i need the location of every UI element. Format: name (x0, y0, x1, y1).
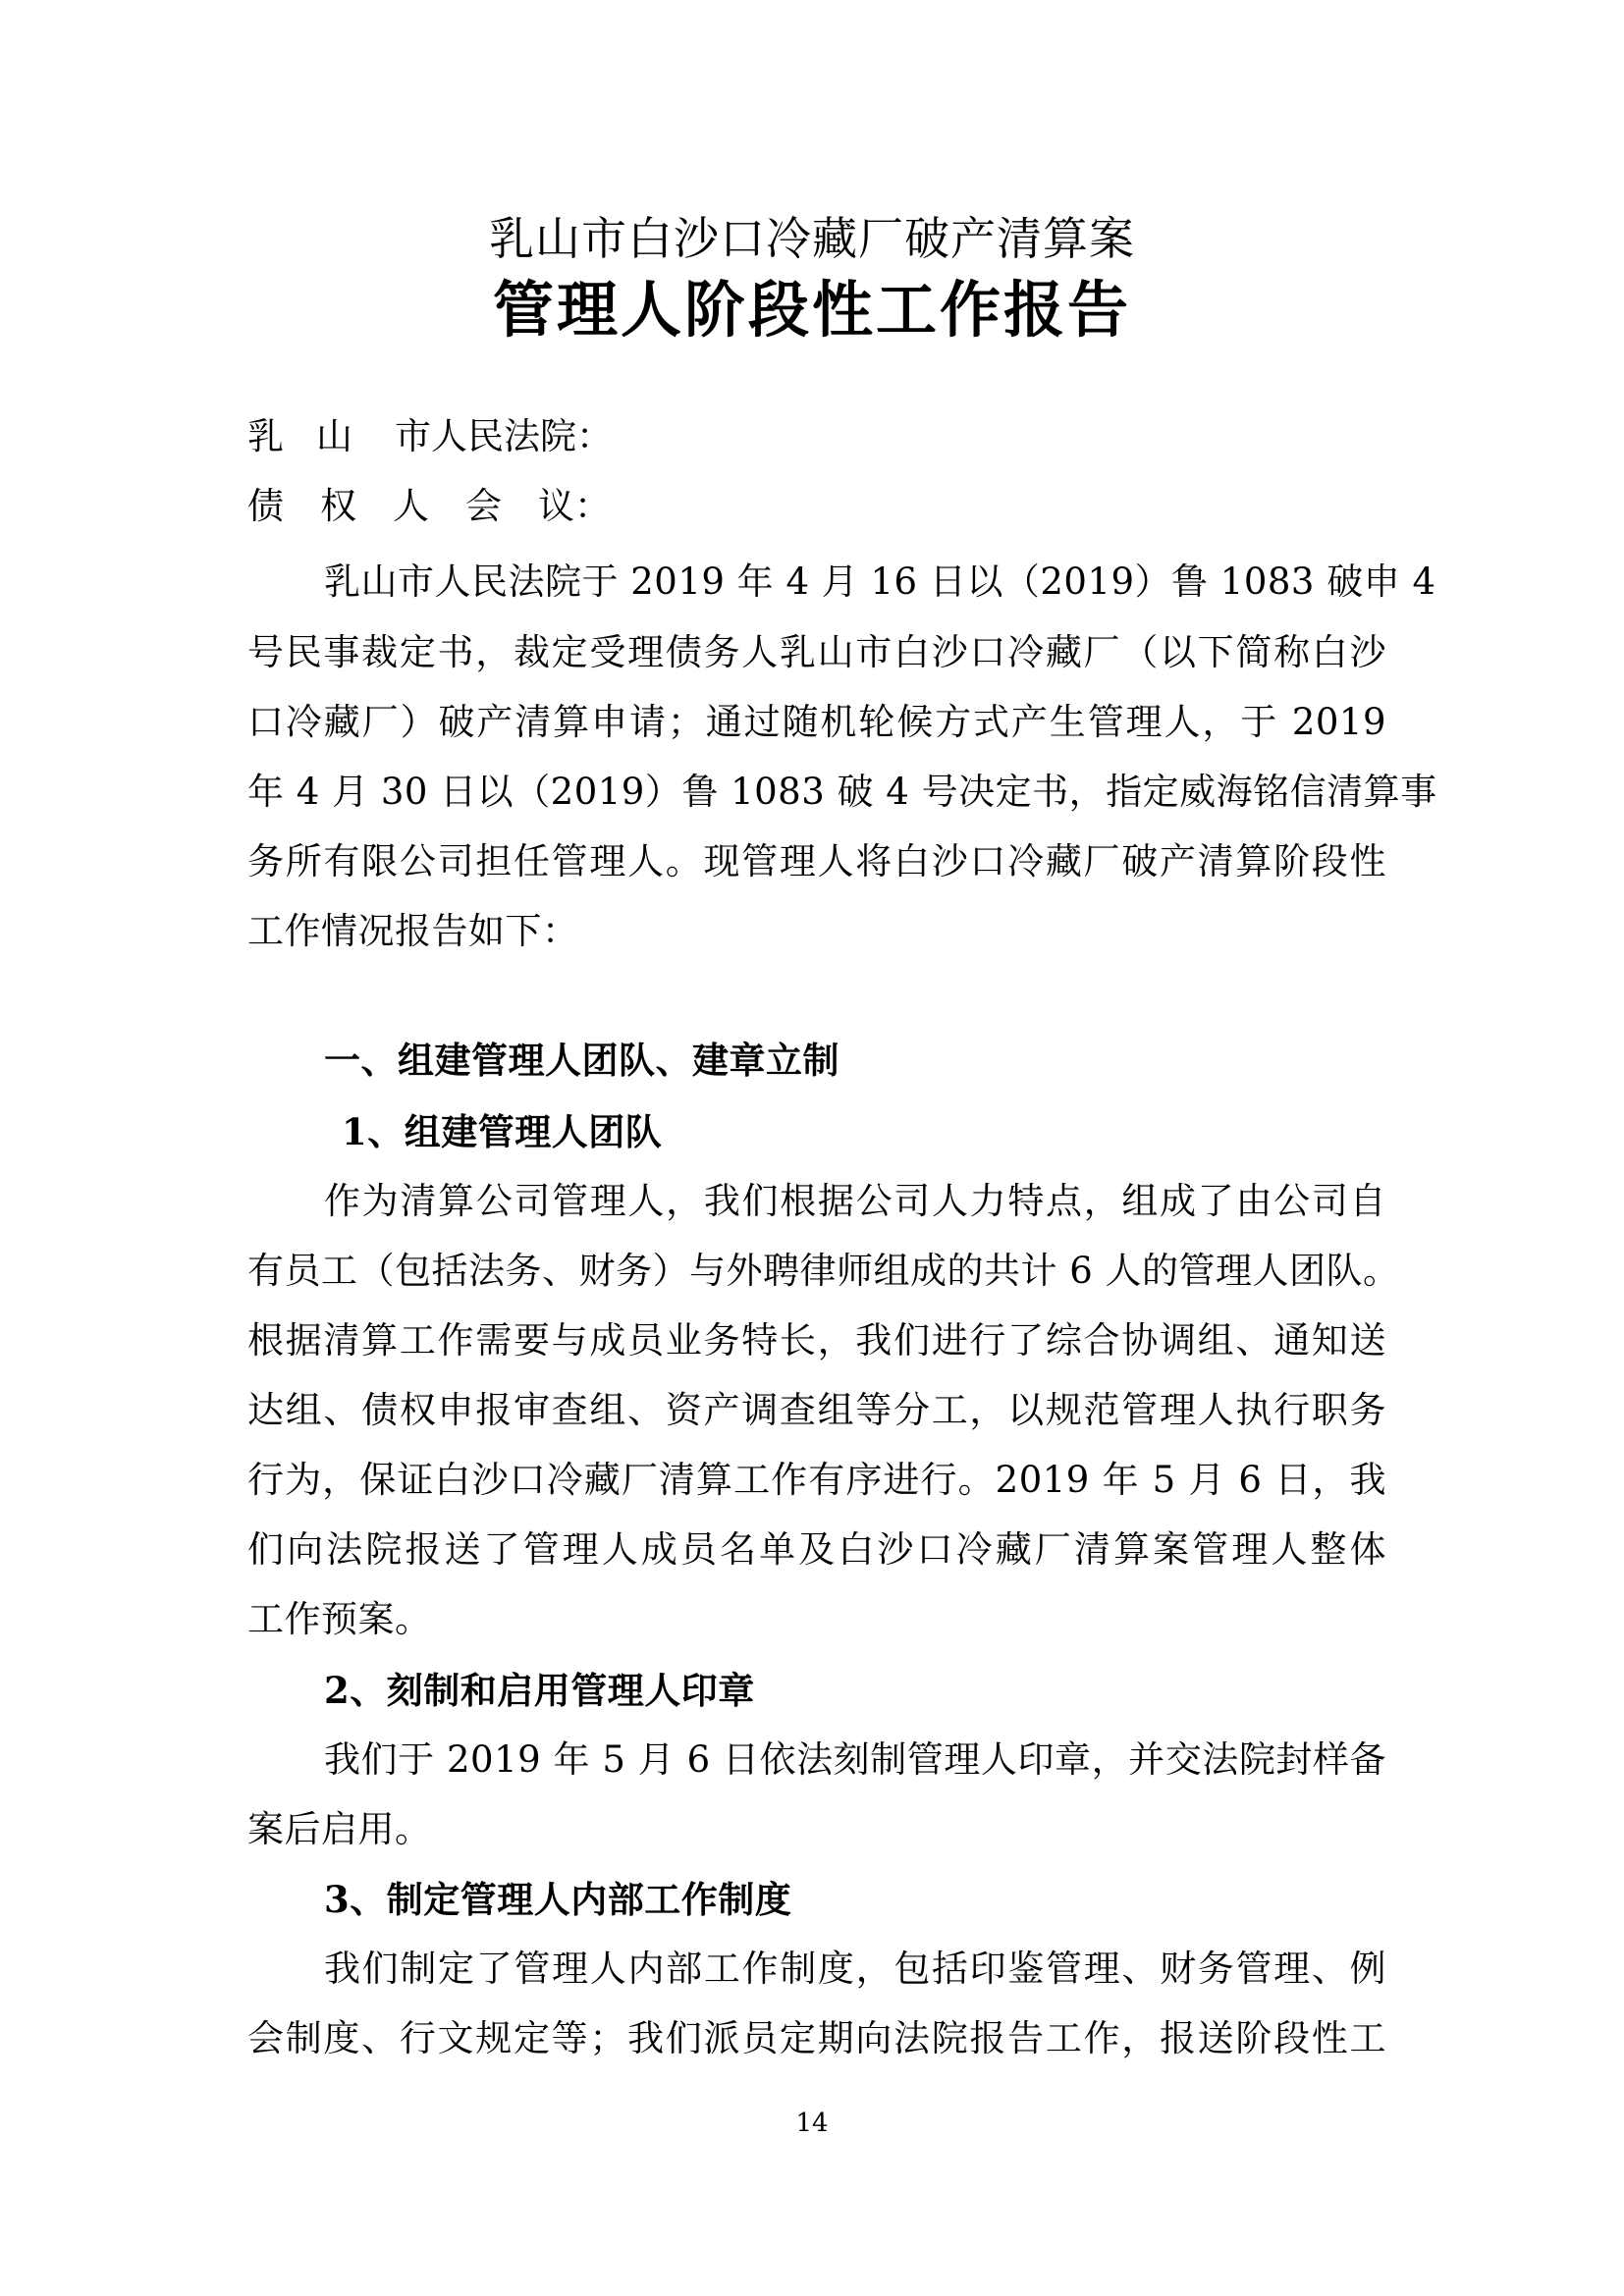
subsection-heading: 1、组建管理人团队 (342, 1110, 663, 1153)
paragraph-line: 行为，保证白沙口冷藏厂清算工作有序进行。2019 年 5 月 6 日，我 (247, 1459, 1386, 1501)
paragraph-line: 达组、债权申报审查组、资产调查组等分工，以规范管理人执行职务 (247, 1389, 1386, 1431)
intro-line: 口冷藏厂）破产清算申请；通过随机轮候方式产生管理人，于 2019 (247, 701, 1386, 743)
subsection-heading: 3、制定管理人内部工作制度 (324, 1878, 792, 1921)
addressee-creditors: 债 权 人 会 议： (247, 485, 611, 527)
page-number: 14 (795, 2109, 829, 2138)
subsection-heading: 2、刻制和启用管理人印章 (324, 1669, 755, 1712)
paragraph-line: 我们于 2019 年 5 月 6 日依法刻制管理人印章，并交法院封样备 (324, 1738, 1386, 1781)
paragraph-line: 根据清算工作需要与成员业务特长，我们进行了综合协调组、通知送 (247, 1319, 1386, 1362)
intro-line: 务所有限公司担任管理人。现管理人将白沙口冷藏厂破产清算阶段性 (247, 840, 1386, 882)
paragraph-line: 们向法院报送了管理人成员名单及白沙口冷藏厂清算案管理人整体 (247, 1528, 1386, 1571)
report-title-main: 管理人阶段性工作报告 (492, 274, 1131, 346)
intro-line: 工作情况报告如下： (247, 910, 579, 952)
paragraph-line: 工作预案。 (247, 1598, 432, 1640)
paragraph-line: 作为清算公司管理人，我们根据公司人力特点，组成了由公司自 (324, 1180, 1386, 1222)
paragraph-line: 会制度、行文规定等；我们派员定期向法院报告工作，报送阶段性工 (247, 2017, 1386, 2059)
paragraph-line: 有员工（包括法务、财务）与外聘律师组成的共计 6 人的管理人团队。 (247, 1250, 1400, 1292)
paragraph-line: 我们制定了管理人内部工作制度，包括印鉴管理、财务管理、例 (324, 1948, 1386, 1990)
intro-line: 乳山市人民法院于 2019 年 4 月 16 日以（2019）鲁 1083 破申 4 (324, 561, 1436, 603)
paragraph-line: 案后启用。 (247, 1808, 432, 1850)
section-heading: 一、组建管理人团队、建章立制 (324, 1039, 839, 1082)
addressee-court: 乳 山 市人民法院： (247, 415, 613, 457)
intro-line: 年 4 月 30 日以（2019）鲁 1083 破 4 号决定书，指定威海铭信清算事 (247, 771, 1437, 813)
intro-line: 号民事裁定书，裁定受理债务人乳山市白沙口冷藏厂（以下简称白沙 (247, 631, 1386, 673)
report-title-case: 乳山市白沙口冷藏厂破产清算案 (489, 212, 1135, 265)
